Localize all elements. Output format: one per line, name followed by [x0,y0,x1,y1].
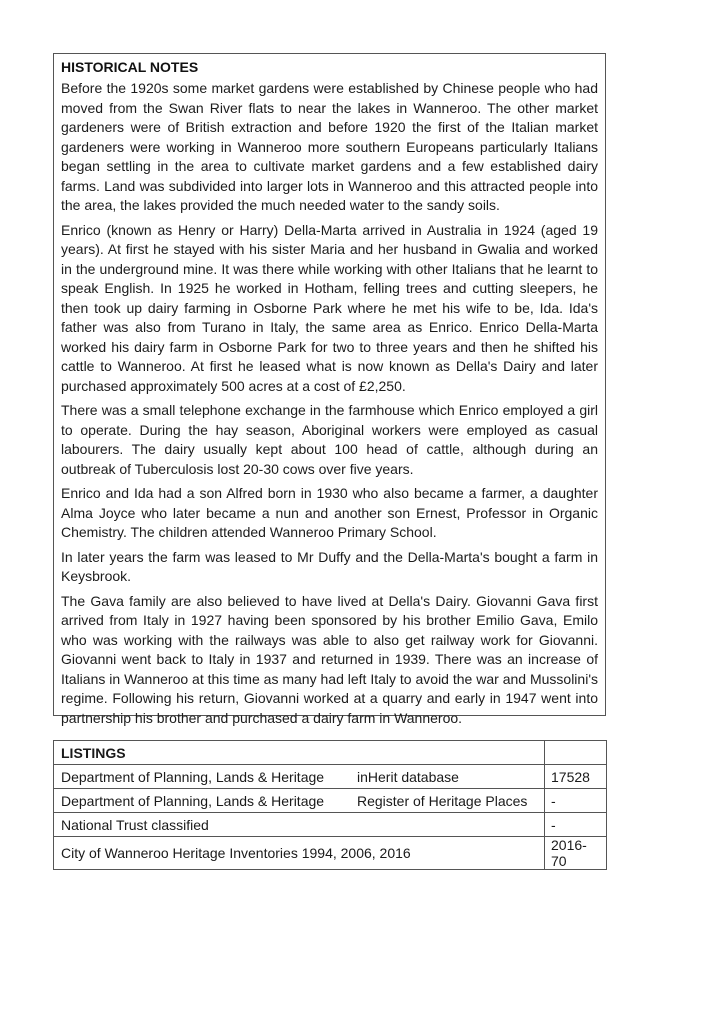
listings-heading: LISTINGS [54,741,545,765]
historical-notes-heading: HISTORICAL NOTES [61,59,199,75]
listing-value: - [545,789,607,813]
listing-detail: inHerit database [357,768,459,785]
notes-paragraph: Before the 1920s some market gardens were established by Chinese people who had moved from the Swan River flats to near the lakes in Wanneroo. The other market gardeners were of British extraction and before 1920 the first of the Italian market gardeners were working in Wanneroo more southern Europeans particularly Italians began settling in the area to cultivate market gardens and a few established dairy farms. Land was subdivided into larger lots in Wanneroo and this attracted people into the area, the lakes provided the much needed water to the sandy soils. [61,80,598,213]
listing-value: 2016-70 [545,837,607,870]
notes-paragraph: Enrico (known as Henry or Harry) Della-Marta arrived in Australia in 1924 (aged 19 years). At first he stayed with his sister Maria and her husband in Gwalia and worked in the underground mine. It was there while working with other Italians that he learnt to speak English. In 1925 he worked in Hotham, felling trees and cutting sleepers, he then took up dairy farming in Osborne Park where he met his wife to be, Ida. Ida's father was also from Turano in Italy, the same area as Enrico. Enrico Della-Marta worked his dairy farm in Osborne Park for two to three years and then he shifted his cattle to Wanneroo. At first he leased what is now known as Della's Dairy and later purchased approximately 500 acres at a cost of £2,250. [61,221,598,394]
listing-value: - [545,813,607,837]
listings-header-row [54,741,607,765]
historical-notes-section [53,53,606,726]
listing-source-cell [54,789,545,813]
notes-paragraph: In later years the farm was leased to Mr Duffy and the Della-Marta's bought a farm in Keysbrook. [61,548,598,584]
listings-table [53,740,607,870]
listing-value: 17528 [545,765,607,789]
listings-header-value [545,741,607,765]
notes-paragraph: Enrico and Ida had a son Alfred born in 1930 who also became a farmer, a daughter Alma Joyce who later became a nun and another son Ernest, Professor in Organic Chemistry. The children attended Wanneroo Primary School. [61,485,598,540]
listing-source: Department of Planning, Lands & Heritage [61,768,325,785]
listing-source-cell [54,765,545,789]
listing-detail: Register of Heritage Places [357,792,528,809]
notes-paragraph: There was a small telephone exchange in the farmhouse which Enrico employed a girl to operate. During the hay season, Aboriginal workers were employed as casual labourers. The dairy usually kept about 100 head of cattle, although during an outbreak of Tuberculosis lost 20-30 cows over five years. [61,402,598,477]
notes-paragraph: The Gava family are also believed to have lived at Della's Dairy. Giovanni Gava first arrived from Italy in 1927 having been sponsored by his brother Emilio Gava, Emilo who was working with the railways was able to also get railway work for Giovanni. Giovanni went back to Italy in 1937 and returned in 1939. There was an increase of Italians in Wanneroo at this time as many had left Italy to avoid the war and Mussolini's regime. Following his return, Giovanni worked at a quarry and early in 1947 went into partnership his brother and purchased a dairy farm in Wanneroo. [61,592,598,726]
table-row [54,837,607,870]
listing-source-cell [54,813,545,837]
table-row [54,789,607,813]
listing-source: City of Wanneroo Heritage Inventories 1994, 2006, 2016 [61,845,411,861]
table-row [54,813,607,837]
listing-source: National Trust classified [61,816,209,833]
table-row [54,765,607,789]
listing-source: Department of Planning, Lands & Heritage [61,792,325,809]
listing-source-cell [54,837,545,870]
